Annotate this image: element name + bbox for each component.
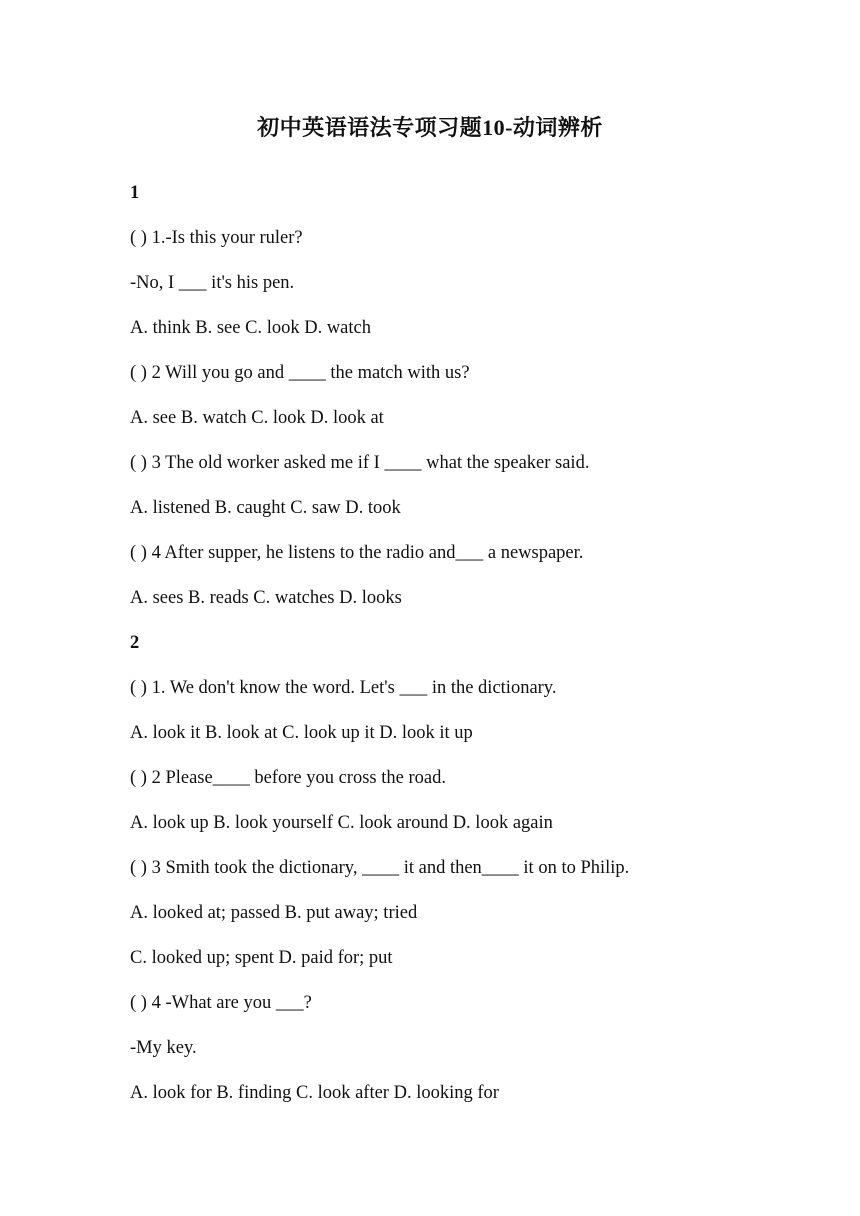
question-line: ( ) 4 -What are you ___? (130, 993, 312, 1013)
question-line: ( ) 2 Please____ before you cross the road. (130, 768, 446, 788)
page-title: 初中英语语法专项习题10-动词辨析 (257, 115, 603, 140)
document-body (130, 178, 810, 1123)
options-line: A. listened B. caught C. saw D. took (130, 498, 401, 518)
options-line: C. looked up; spent D. paid for; put (130, 948, 393, 968)
question-line: ( ) 3 Smith took the dictionary, ____ it and then____ it on to Philip. (130, 858, 630, 878)
options-line: A. look up B. look yourself C. look around D. look again (130, 813, 553, 833)
options-line: A. look it B. look at C. look up it D. look it up (130, 723, 473, 743)
options-line: A. sees B. reads C. watches D. looks (130, 588, 402, 608)
question-line: ( ) 4 After supper, he listens to the radio and___ a newspaper. (130, 543, 584, 563)
options-line: A. look for B. finding C. look after D. looking for (130, 1083, 499, 1103)
section-number: 2 (130, 633, 140, 653)
question-line: ( ) 2 Will you go and ____ the match with us? (130, 363, 470, 383)
options-line: A. see B. watch C. look D. look at (130, 408, 384, 428)
question-line: ( ) 1.-Is this your ruler? (130, 228, 303, 248)
question-line: ( ) 1. We don't know the word. Let's ___ in the dictionary. (130, 678, 557, 698)
answer-line: -My key. (130, 1038, 197, 1058)
options-line: A. think B. see C. look D. watch (130, 318, 371, 338)
options-line: A. looked at; passed B. put away; tried (130, 903, 418, 923)
question-line: ( ) 3 The old worker asked me if I ____ what the speaker said. (130, 453, 590, 473)
section-number: 1 (130, 183, 140, 203)
question-line: -No, I ___ it's his pen. (130, 273, 295, 293)
